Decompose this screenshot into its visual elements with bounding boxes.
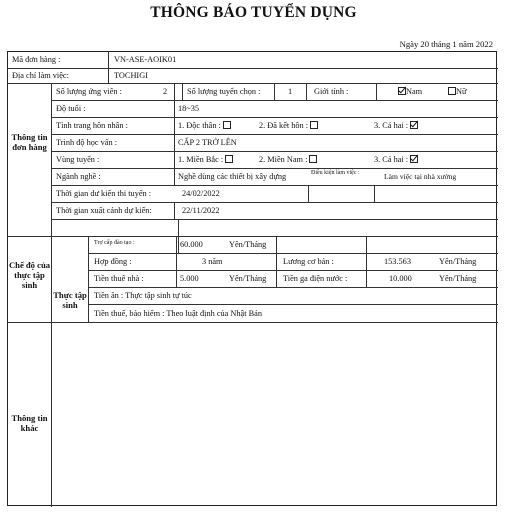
contract-label: Hợp đồng : [94,257,132,266]
region-label: Vùng tuyển : [56,155,100,164]
marital-married-checkbox[interactable] [310,121,318,129]
form-frame [7,51,497,506]
region-south-text: 2. Miền Nam : [259,155,308,164]
marital-both-option[interactable] [374,121,418,131]
utilities-unit: Yên/Tháng [439,274,477,283]
recruit-count-value: 2 [163,87,168,96]
education-label: Trình độ học vấn : [56,138,117,147]
base-salary-unit: Yên/Tháng [439,257,477,266]
selected-count-label: Số lượng tuyển chọn : [187,87,261,96]
housing-value: 5.000 [180,274,199,283]
region-both-checkbox[interactable] [410,155,418,163]
exam-date-label: Thời gian dư kiến thi tuyển : [56,189,152,198]
workplace-value: TOCHIGI [114,71,148,80]
utilities-value: 10.000 [389,274,412,283]
tax-info: Tiền thuế, bảo hiểm : Theo luật định của Nhật Bản [94,309,262,318]
region-north-text: 1. Miền Bắc : [178,155,224,164]
region-south-option[interactable] [259,155,317,165]
marital-single-checkbox[interactable] [223,121,231,129]
meals-info: Tiền ăn : Thực tập sinh tự túc [94,291,192,300]
region-both-text: 3. Cả hai : [374,155,409,164]
job-value: Nghề dùng các thiết bị xây dựng [178,172,287,181]
conditions-label: Điều kiện làm việc : [311,170,360,176]
gender-female-option[interactable] [448,87,467,97]
gender-male-option[interactable] [398,87,422,97]
base-salary-value: 153.563 [384,257,411,266]
section-trainee: Thực tập sinh [53,290,87,310]
workplace-label: Địa chỉ làm việc: [12,71,69,80]
marital-both-text: 3. Cả hai : [374,121,409,130]
section-trainee-regime: Chế độ của thực tập sinh [8,260,51,290]
departure-label: Thời gian xuất cảnh dự kiến: [56,206,152,215]
selected-count-value: 1 [288,87,293,96]
section-order-info: Thông tin đơn hàng [11,132,48,152]
gender-male-text: Nam [406,87,423,96]
gender-female-checkbox[interactable] [448,87,456,95]
gender-male-checkbox[interactable] [398,87,406,95]
housing-unit: Yên/Tháng [229,274,267,283]
allowance-value: 60.000 [180,240,203,249]
region-north-checkbox[interactable] [225,155,233,163]
housing-label: Tiền thuê nhà : [94,274,144,283]
allowance-label: Trợ cấp đào tạo : [94,240,135,246]
conditions-value: Làm việc tại nhà xưởng [384,172,457,181]
marital-single-text: 1. Độc thân : [178,121,221,130]
marital-single-option[interactable] [178,121,231,131]
utilities-label: Tiền ga điện nước : [283,274,348,283]
age-value: 18~35 [178,104,200,113]
region-north-option[interactable] [178,155,233,165]
age-label: Độ tuổi : [56,104,86,113]
recruit-count-label: Số lượng ứng viên : [56,87,122,96]
region-south-checkbox[interactable] [309,155,317,163]
region-both-option[interactable] [374,155,418,165]
marital-both-checkbox[interactable] [410,121,418,129]
allowance-unit: Yên/Tháng [229,240,267,249]
order-code-label: Mã đơn hàng : [12,55,61,64]
marital-married-text: 2. Đã kết hôn : [259,121,309,130]
page-title: THÔNG BÁO TUYỂN DỤNG [150,4,357,21]
marital-married-option[interactable] [259,121,318,131]
base-salary-label: Lương cơ bản : [283,257,334,266]
departure-value: 22/11/2022 [182,206,220,215]
gender-label: Giới tính : [314,87,349,96]
order-code-value: VN-ASE-AOIK01 [114,55,177,64]
contract-value: 3 năm [202,257,223,266]
education-value: CẤP 2 TRỞ LÊN [178,138,237,147]
section-other-info: Thông tin khác [11,413,48,433]
gender-female-text: Nữ [456,87,467,96]
marital-label: Tình trang hôn nhân : [56,121,128,130]
job-label: Ngành nghề : [56,172,101,181]
notice-date: Ngày 20 tháng 1 năm 2022 [399,39,493,49]
exam-date-value: 24/02/2022 [182,189,220,198]
